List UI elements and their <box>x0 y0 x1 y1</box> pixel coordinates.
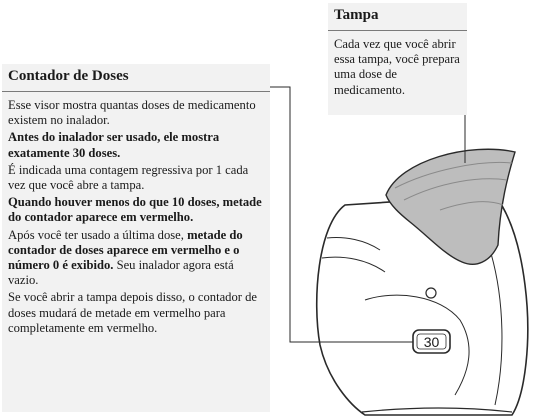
air-hole <box>426 288 436 298</box>
dose-counter-text-4: Quando houver menos do que 10 doses, metade do contador aparece em vermelho. <box>8 195 262 225</box>
dose-counter-text-5b: metade do contador de doses aparece em vermelho e o número 0 é exibido. <box>8 227 243 273</box>
cap-title: Tampa <box>328 3 467 31</box>
cap-text: Cada vez que você abrir essa tampa, você prepara uma dose de medicamento. <box>334 37 460 97</box>
dose-counter-text-5a: Após você ter usado a última dose, <box>8 227 184 242</box>
dose-counter-text-1: Esse visor mostra quantas doses de medicamento existem no inalador. <box>8 98 256 128</box>
dose-counter-text-6: Se você abrir a tampa depois disso, o contador de doses mudará de metade em vermelho para completamente em vermelho. <box>8 290 258 335</box>
dose-counter-text-2: Antes do inalador ser usado, ele mostra exatamente 30 doses. <box>8 130 220 160</box>
dose-counter-title: Contador de Doses <box>2 64 270 92</box>
dose-counter-text-3: É indicada uma contagem regressiva por 1 cada vez que você abre a tampa. <box>8 162 249 193</box>
dose-counter-text-5c: Seu inalador agora está vazio. <box>8 258 234 288</box>
counter-display: 30 <box>423 334 440 350</box>
